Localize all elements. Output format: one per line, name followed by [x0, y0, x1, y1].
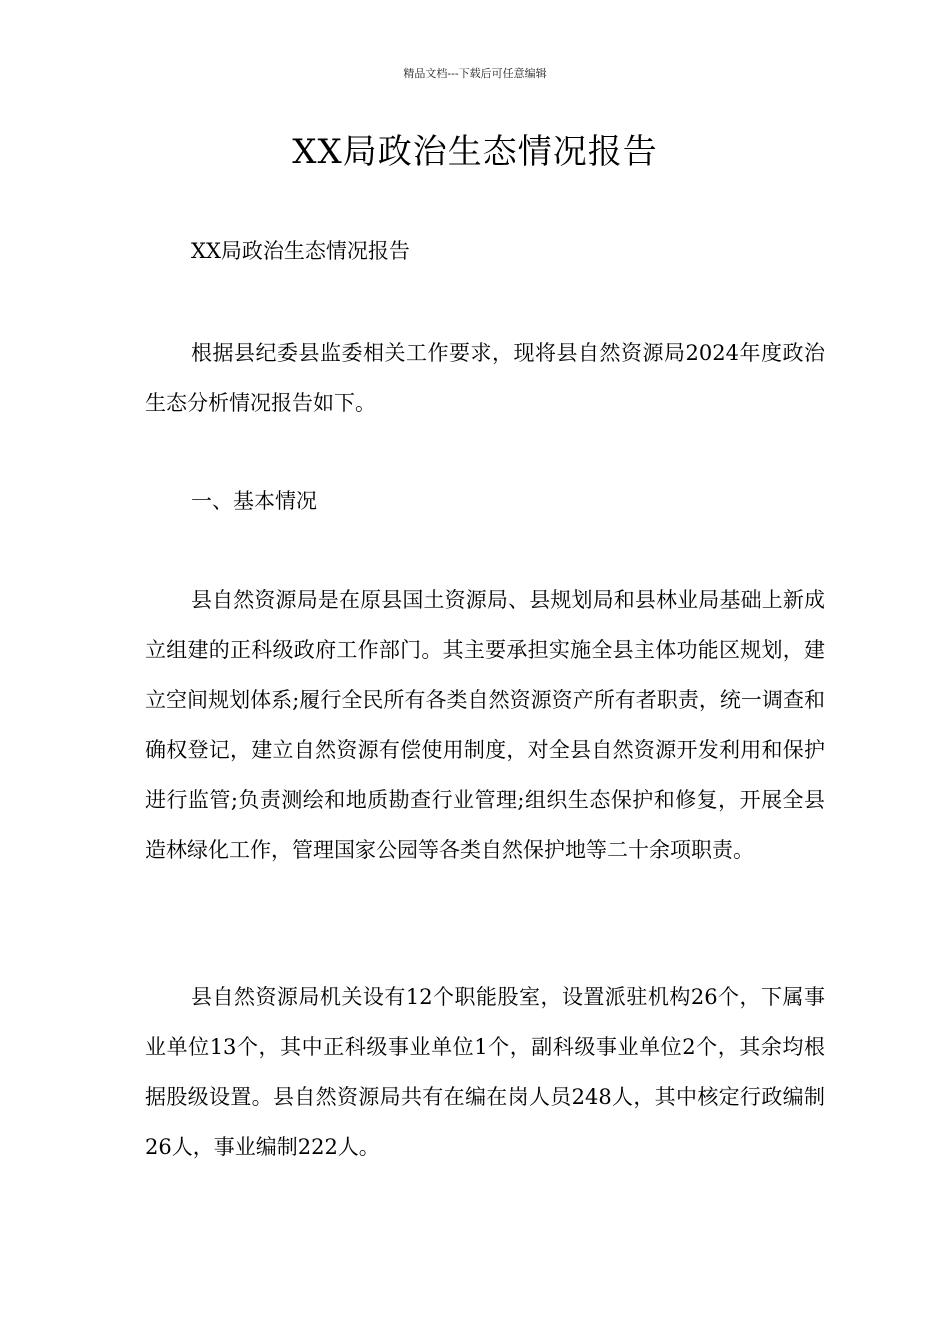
document-title: XX局政治生态情况报告 — [292, 132, 658, 172]
paragraph-intro: 根据县纪委县监委相关工作要求，现将县自然资源局2024年度政治生态分析情况报告如下。 — [145, 341, 825, 415]
header-note: 精品文档---下载后可任意编辑 — [403, 67, 547, 80]
section-heading-basic-info: 一、基本情况 — [191, 489, 317, 513]
paragraph-subtitle: XX局政治生态情况报告 — [191, 239, 410, 263]
paragraph-responsibilities: 县自然资源局是在原县国土资源局、县规划局和县林业局基础上新成立组建的正科级政府工作部门。其主要承担实施全县主体功能区规划，建立空间规划体系;履行全民所有各类自然资源资产所有者职责，统一调查和确权登记，建立自然资源有偿使用制度，对全县自然资源开发利用和保护进行监管;负责测绘和地质勘查行业管理;组织生态保护和修复，开展全县造林绿化工作，管理国家公园等各类自然保护地等二十余项职责。 — [145, 588, 825, 862]
paragraph-organization: 县自然资源局机关设有12个职能股室，设置派驻机构26个，下属事业单位13个，其中正科级事业单位1个，副科级事业单位2个，其余均根据股级设置。县自然资源局共有在编在岗人员248人，其中核定行政编制26人，事业编制222人。 — [145, 985, 825, 1159]
